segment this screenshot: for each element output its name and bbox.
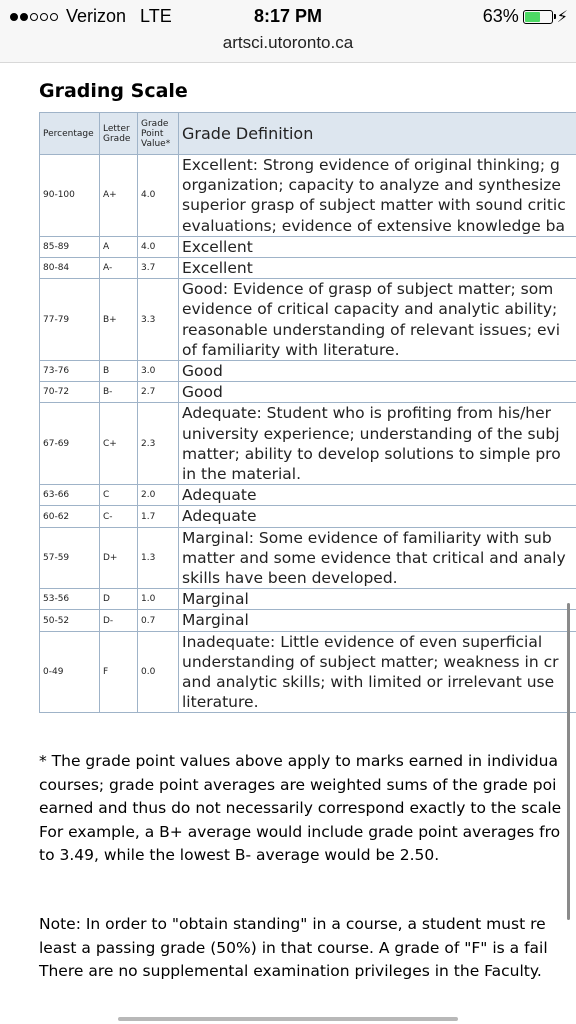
cell-letter-grade: D-: [100, 610, 138, 631]
definition-line: Inadequate: Little evidence of even superficial: [182, 632, 543, 651]
cell-percentage: 57-59: [40, 527, 100, 589]
cell-grade-point: 3.7: [138, 258, 179, 279]
cell-letter-grade: A: [100, 236, 138, 257]
table-row: [40, 382, 576, 403]
paragraph-line: earned and thus do not necessarily correspond exactly to the scale: [39, 799, 562, 817]
definition-line: organization; capacity to analyze and synthesize: [182, 176, 561, 195]
table-row: [40, 258, 576, 279]
definition-line: Adequate: [182, 507, 257, 526]
cell-percentage: 53-56: [40, 589, 100, 610]
definition-line: reasonable understanding of relevant issues; evi: [182, 320, 560, 339]
cell-grade-definition: [179, 155, 576, 237]
table-row: [40, 361, 576, 382]
cell-percentage: 50-52: [40, 610, 100, 631]
table-row: [40, 589, 576, 610]
address-bar-url[interactable]: artsci.utoronto.ca: [222, 33, 354, 52]
cell-grade-definition: [179, 258, 576, 279]
cell-grade-definition: [179, 361, 576, 382]
table-header-row: [40, 113, 576, 155]
definition-line: in the material.: [182, 465, 302, 484]
table-row: [40, 236, 576, 257]
paragraph-line: courses; grade point averages are weighted sums of the grade poi: [39, 775, 557, 794]
definition-line: evidence of critical capacity and analytic ability;: [182, 300, 558, 319]
cell-letter-grade: C: [100, 485, 138, 506]
cell-grade-point: 2.7: [138, 382, 179, 403]
definition-line: Good: [182, 362, 223, 381]
cell-grade-point: 2.0: [138, 485, 179, 506]
cell-percentage: 77-79: [40, 279, 100, 361]
table-row: [40, 279, 576, 361]
cell-grade-definition: [179, 589, 576, 610]
cell-grade-definition: [179, 403, 576, 485]
table-body: [40, 155, 576, 713]
cell-percentage: 0-49: [40, 631, 100, 713]
cell-grade-point: 3.3: [138, 279, 179, 361]
header-grade-point: Grade Point Value*: [138, 113, 179, 155]
cell-percentage: 85-89: [40, 236, 100, 257]
paragraph-line: Note: In order to "obtain standing" in a course, a student must re: [39, 915, 546, 933]
cell-grade-point: 1.0: [138, 589, 179, 610]
cell-letter-grade: B: [100, 361, 138, 382]
cell-grade-point: 1.7: [138, 506, 179, 527]
battery-percent: 63%: [482, 6, 519, 26]
web-page: [0, 62, 576, 1024]
table-row: [40, 155, 576, 237]
table-row: [40, 610, 576, 631]
cell-percentage: 67-69: [40, 403, 100, 485]
cell-letter-grade: C+: [100, 403, 138, 485]
header-letter-grade: Letter Grade: [100, 113, 138, 155]
cell-grade-point: 4.0: [138, 236, 179, 257]
definition-line: evaluations; evidence of extensive knowledge ba: [182, 216, 565, 235]
cell-grade-point: 0.0: [138, 631, 179, 713]
definition-line: Excellent: [182, 259, 253, 278]
header-percentage: Percentage: [40, 113, 100, 155]
definition-line: university experience; understanding of the subj: [182, 424, 560, 443]
cell-percentage: 63-66: [40, 485, 100, 506]
table-row: [40, 506, 576, 527]
definition-line: literature.: [182, 693, 259, 712]
definition-line: Marginal: [182, 611, 249, 630]
grading-scale-table: [39, 112, 576, 713]
home-indicator[interactable]: [118, 1017, 458, 1021]
cell-grade-definition: [179, 527, 576, 589]
definition-line: Marginal: Some evidence of familiarity with sub: [182, 528, 552, 547]
charging-bolt-icon: ⚡︎: [556, 8, 568, 26]
cell-grade-point: 0.7: [138, 610, 179, 631]
cell-letter-grade: F: [100, 631, 138, 713]
cell-grade-definition: [179, 506, 576, 527]
vertical-scrollbar[interactable]: [567, 603, 570, 920]
cell-letter-grade: A+: [100, 155, 138, 237]
definition-line: Good: Evidence of grasp of subject matter; som: [182, 280, 554, 299]
definition-line: Good: [182, 383, 223, 402]
table-row: [40, 631, 576, 713]
cell-grade-point: 4.0: [138, 155, 179, 237]
cell-grade-definition: [179, 236, 576, 257]
paragraph-line: There are no supplemental examination privileges in the Faculty.: [39, 962, 542, 980]
definition-line: matter; ability to develop solutions to simple pro: [182, 444, 561, 463]
definition-line: superior grasp of subject matter with sound critic: [182, 196, 566, 215]
header-grade-definition: Grade Definition: [179, 113, 576, 155]
cell-grade-definition: [179, 382, 576, 403]
paragraph-line: For example, a B+ average would include grade point averages fro: [39, 822, 561, 841]
definition-line: Adequate: Student who is profiting from his/her: [182, 404, 552, 423]
definition-line: understanding of subject matter; weakness in cr: [182, 652, 559, 671]
definition-line: Marginal: [182, 590, 249, 609]
table-row: [40, 403, 576, 485]
cell-percentage: 73-76: [40, 361, 100, 382]
cell-percentage: 70-72: [40, 382, 100, 403]
definition-line: skills have been developed.: [182, 569, 398, 588]
cell-grade-definition: [179, 610, 576, 631]
carrier-name: Verizon: [66, 6, 127, 26]
paragraph-line: to 3.49, while the lowest B- average would be 2.50.: [39, 846, 440, 864]
table-row: [40, 485, 576, 506]
cell-grade-point: 1.3: [138, 527, 179, 589]
cell-letter-grade: B+: [100, 279, 138, 361]
battery-fill: [525, 12, 540, 22]
definition-line: Excellent: Strong evidence of original thinking; g: [182, 156, 560, 174]
definition-line: Adequate: [182, 486, 257, 505]
status-right: [483, 6, 568, 27]
cell-letter-grade: D+: [100, 527, 138, 589]
definition-line: matter and some evidence that critical and analy: [182, 548, 566, 567]
standing-note-text: [39, 913, 576, 984]
clock: 8:17 PM: [253, 6, 323, 26]
cell-grade-definition: [179, 485, 576, 506]
battery-icon: [523, 10, 553, 24]
cell-grade-definition: [179, 631, 576, 713]
cell-letter-grade: C-: [100, 506, 138, 527]
cell-letter-grade: B-: [100, 382, 138, 403]
cell-grade-point: 2.3: [138, 403, 179, 485]
paragraph-line: least a passing grade (50%) in that course. A grade of "F" is a fail: [39, 938, 548, 957]
footnote-text: [39, 750, 576, 868]
definition-line: of familiarity with literature.: [182, 340, 400, 359]
cell-percentage: 80-84: [40, 258, 100, 279]
cell-percentage: 60-62: [40, 506, 100, 527]
network-type: LTE: [140, 6, 172, 26]
status-bar: [0, 0, 576, 63]
definition-line: Excellent: [182, 237, 253, 256]
cell-letter-grade: D: [100, 589, 138, 610]
table-row: [40, 527, 576, 589]
paragraph-line: * The grade point values above apply to marks earned in individua: [39, 752, 558, 770]
cell-letter-grade: A-: [100, 258, 138, 279]
page-heading: Grading Scale: [39, 80, 188, 102]
definition-line: and analytic skills; with limited or irrelevant use: [182, 673, 555, 692]
cell-grade-definition: [179, 279, 576, 361]
cell-percentage: 90-100: [40, 155, 100, 237]
cell-grade-point: 3.0: [138, 361, 179, 382]
